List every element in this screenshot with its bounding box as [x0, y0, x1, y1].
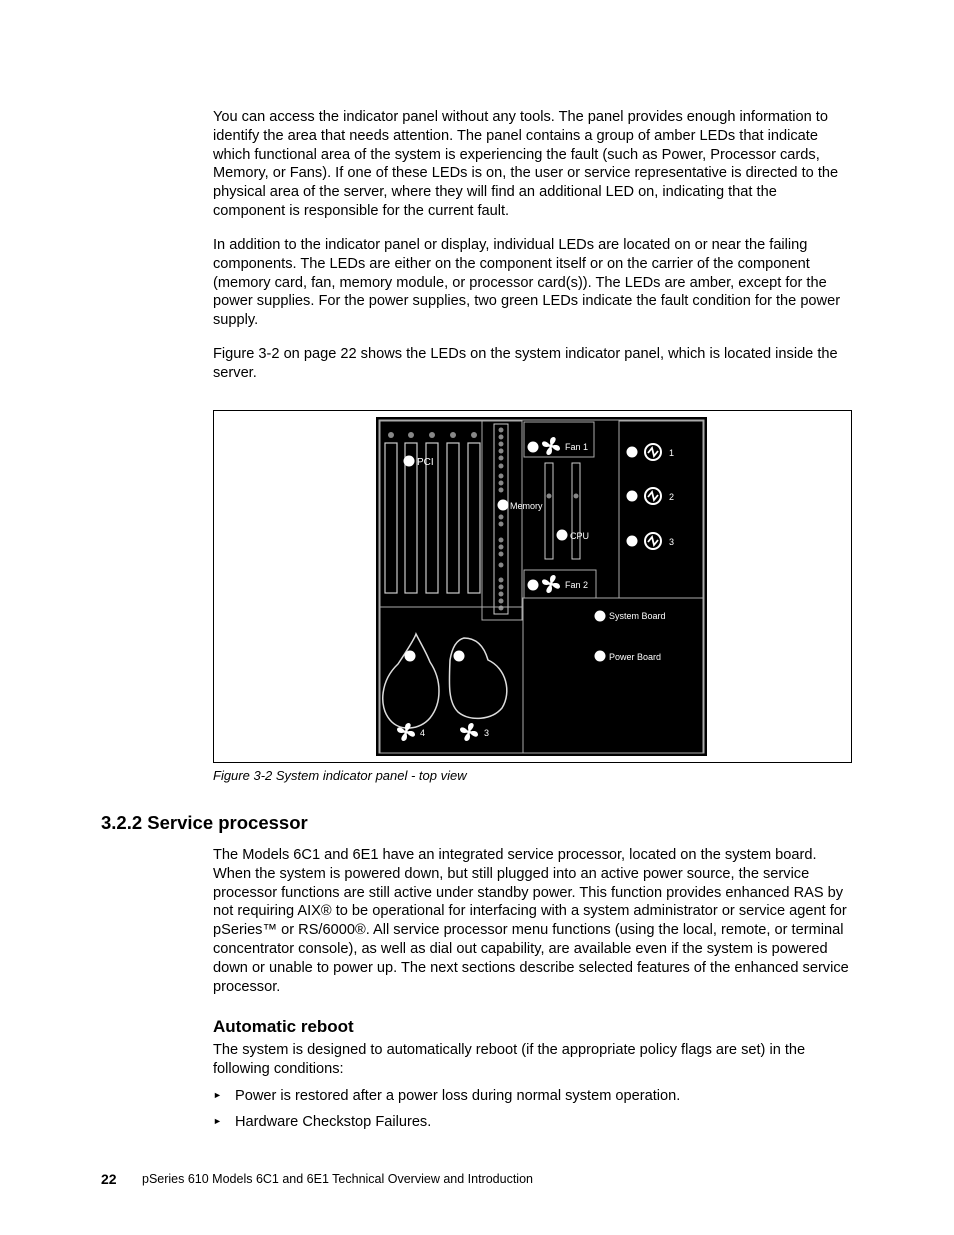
psu-2-led — [627, 491, 638, 502]
list-item: ► Hardware Checkstop Failures. — [213, 1114, 432, 1130]
section-paragraph: The Models 6C1 and 6E1 have an integrated service processor, located on the system board. When the system is powered down, but still plugged into an active power source, the service processor functions are still active under standby power. This function provides enhanced RAS by not requiring AIX® to be operational for interfacing with a system administrator or service agent for pSeries™ or RS/6000®. All service processor menu functions (using the local, remote, or terminal concentrator console), as well as dial out capability, are available even if the system is powered down or unable to power up. The next sections describe selected features of the enhanced service processor. — [213, 847, 849, 995]
subsection-heading: Automatic reboot — [213, 1017, 354, 1036]
fan-2-label: Fan 2 — [565, 580, 589, 590]
bullet-arrow-icon: ► — [213, 1116, 222, 1126]
fan-2-led — [528, 580, 539, 591]
fan-3-label: 3 — [484, 728, 490, 738]
list-item: ► Power is restored after a power loss during normal system operation. — [213, 1088, 681, 1104]
power-board-label: Power Board — [609, 652, 662, 662]
cpu-label: CPU — [570, 531, 590, 541]
fan-3-led — [454, 651, 465, 662]
fan-4-led — [405, 651, 416, 662]
psu-1-led — [627, 447, 638, 458]
pci-led — [404, 456, 415, 467]
psu-3-label: 3 — [669, 537, 675, 547]
page-number: 22 — [101, 1171, 117, 1187]
intro-paragraph-1: You can access the indicator panel without any tools. The panel provides enough information to identify the area that needs attention. The panel contains a group of amber LEDs that indicate which functional area of the system is experiencing the fault (such as Power, Processor cards, Memory, or Fans). If one of these LEDs is on, the user or service representative is directed to the physical area of the server, where they will find an additional LED on, indicating that the component is responsible for the current fault. — [213, 109, 839, 219]
system-board-label: System Board — [609, 611, 666, 621]
psu-1-label: 1 — [669, 448, 675, 458]
power-board-led — [595, 651, 606, 662]
figure-caption: Figure 3-2 System indicator panel - top view — [213, 768, 467, 783]
psu-3-led — [627, 536, 638, 547]
subsection-paragraph: The system is designed to automatically reboot (if the appropriate policy flags are set) in the following conditions: — [213, 1042, 806, 1077]
intro-paragraph-3: Figure 3-2 on page 22 shows the LEDs on the system indicator panel, which is located inside the server. — [213, 346, 838, 381]
section-heading: 3.2.2 Service processor — [101, 812, 308, 833]
memory-led — [498, 500, 509, 511]
psu-2-label: 2 — [669, 492, 675, 502]
system-board-led — [595, 611, 606, 622]
cpu-led — [557, 530, 568, 541]
footer-title: pSeries 610 Models 6C1 and 6E1 Technical Overview and Introduction — [142, 1172, 533, 1186]
fan-1-label: Fan 1 — [565, 442, 589, 452]
memory-label: Memory — [510, 501, 543, 511]
pci-label: PCI — [417, 457, 434, 468]
intro-paragraph-2: In addition to the indicator panel or display, individual LEDs are located on or near the failing components. The LEDs are either on the component itself or on the carrier of the component (memory card, fan, memory module, or processor card(s)). The LEDs are amber, except for the power supplies. For the power supplies, two green LEDs indicate the fault condition for the power supply. — [213, 237, 841, 329]
fan-1-led — [528, 442, 539, 453]
fan-4-label: 4 — [420, 728, 426, 738]
bullet-arrow-icon: ► — [213, 1090, 222, 1100]
